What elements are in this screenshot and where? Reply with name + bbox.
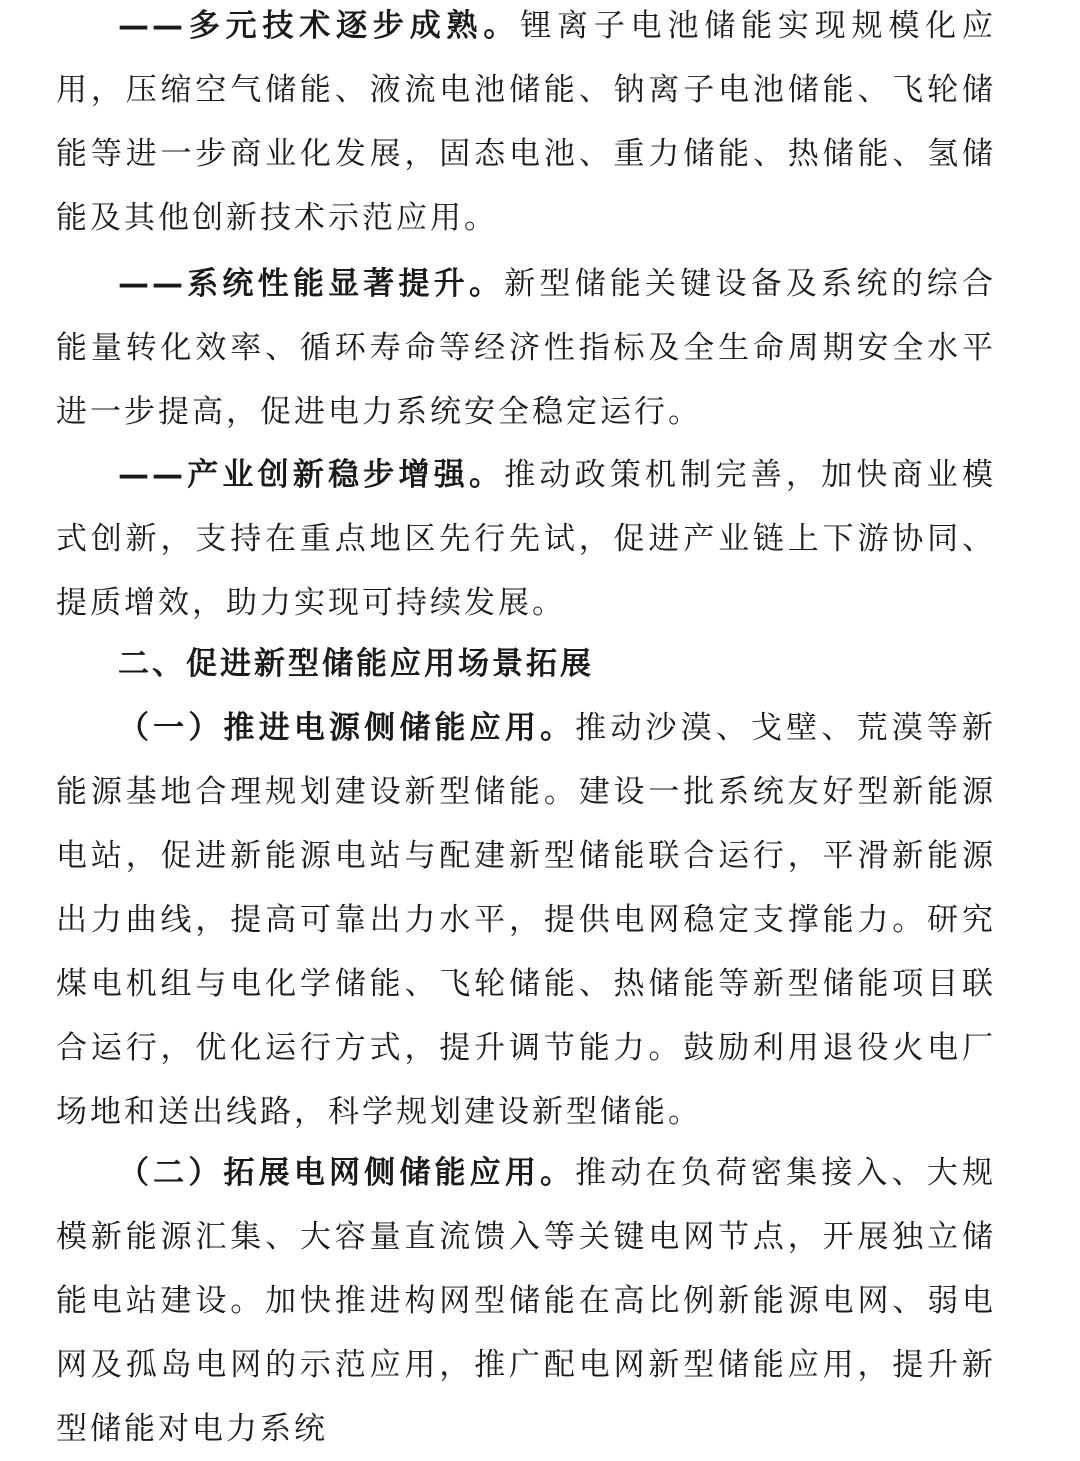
paragraph-industry-innovation	[56, 443, 996, 635]
paragraph-lead: （二）拓展电网侧储能应用。	[118, 1155, 576, 1191]
paragraph-lead: （一）推进电源侧储能应用。	[118, 710, 576, 746]
paragraph-lead: ——产业创新稳步增强。	[118, 457, 505, 493]
paragraph-lead: ——多元技术逐步成熟。	[118, 8, 521, 44]
paragraph-body: 推动政策机制完善，加快商业模式创新，支持在重点地区先行先试，促进产业链上下游协同、提质增效，助力实现可持续发展。	[56, 457, 997, 621]
paragraph-body: 锂离子电池储能实现规模化应用，压缩空气储能、液流电池储能、钠离子电池储能、飞轮储能等进一步商业化发展，固态电池、重力储能、热储能、氢储能及其他创新技术示范应用。	[56, 8, 997, 236]
paragraph-power-side-storage	[56, 696, 996, 1144]
paragraph-system-performance	[56, 252, 996, 444]
paragraph-diverse-technologies	[56, 0, 996, 250]
paragraph-body: 推动在负荷密集接入、大规模新能源汇集、大容量直流馈入等关键电网节点，开展独立储能电站建设。加快推进构网型储能在高比例新能源电网、弱电网及孤岛电网的示范应用，推广配电网新型储能应用，提升新型储能对电力系统	[56, 1155, 997, 1447]
paragraph-body: 新型储能关键设备及系统的综合能量转化效率、循环寿命等经济性指标及全生命周期安全水平进一步提高，促进电力系统安全稳定运行。	[56, 266, 997, 430]
section-heading: 二、促进新型储能应用场景拓展	[118, 646, 594, 682]
paragraph-body: 推动沙漠、戈壁、荒漠等新能源基地合理规划建设新型储能。建设一批系统友好型新能源电站，促进新能源电站与配建新型储能联合运行，平滑新能源出力曲线，提高可靠出力水平，提供电网稳定支撑能力。研究煤电机组与电化学储能、飞轮储能、热储能等新型储能项目联合运行，优化运行方式，提升调节能力。鼓励利用退役火电厂场地和送出线路，科学规划建设新型储能。	[56, 710, 997, 1130]
paragraph-grid-side-storage	[56, 1141, 996, 1461]
paragraph-lead: ——系统性能显著提升。	[118, 266, 505, 302]
